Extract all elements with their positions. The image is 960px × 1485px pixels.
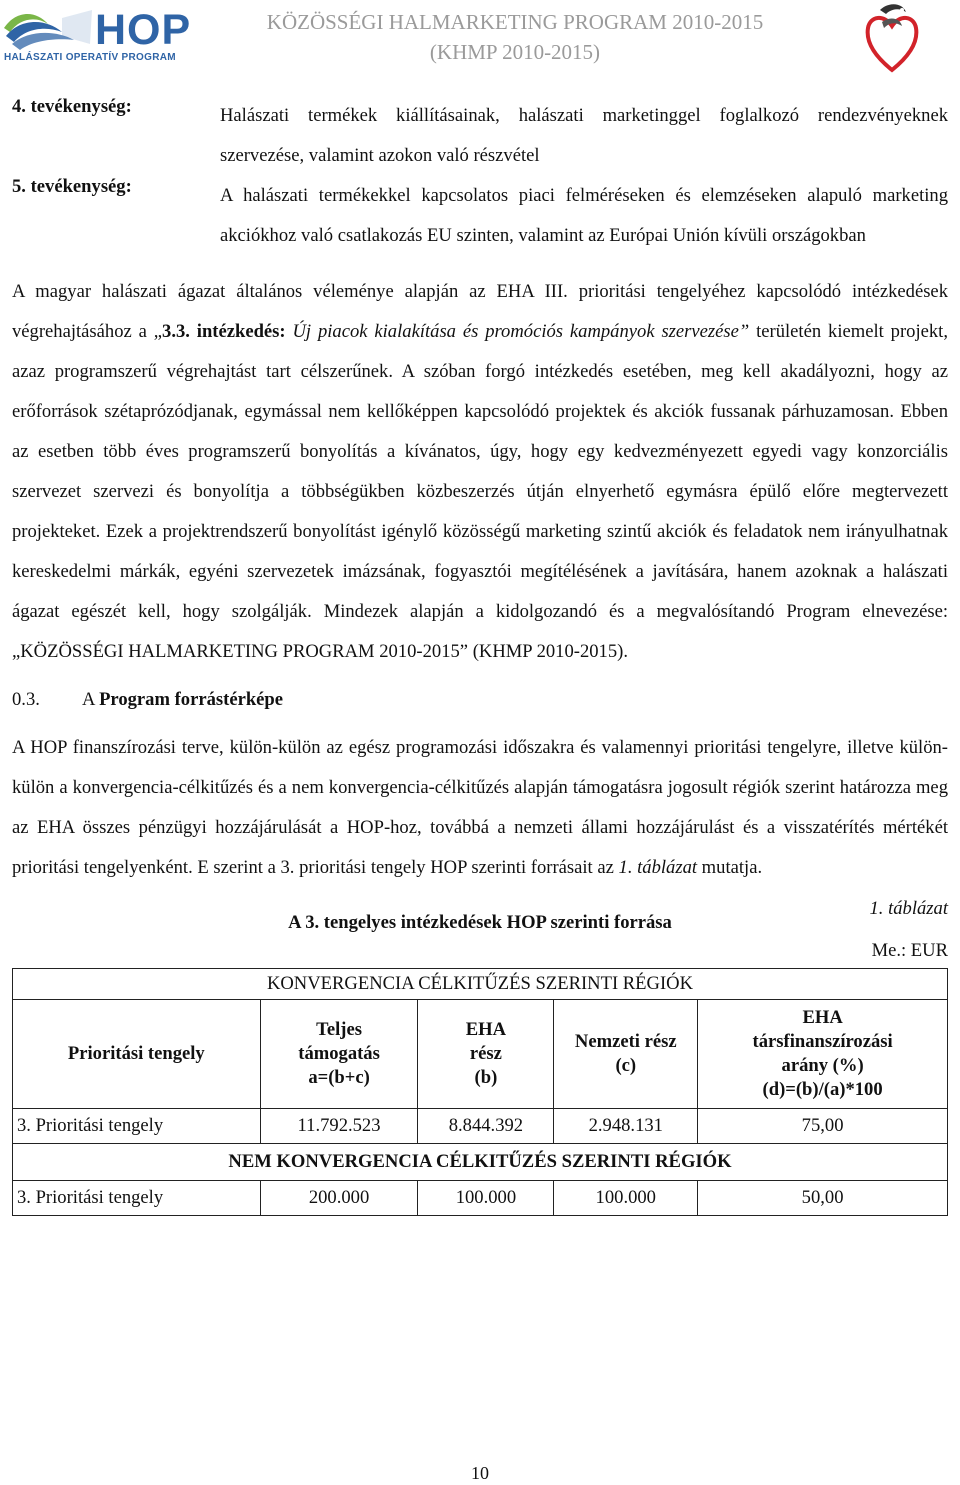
intro-paragraph <box>12 272 948 672</box>
section-title: Program forrástérképe <box>99 689 284 710</box>
activity-text: Halászati termékek kiállításainak, halászati marketinggel foglalkozó rendezvényeknek szervezése, valamint azokon való részvétel <box>220 105 948 166</box>
table-header-row <box>13 1000 948 1109</box>
band-non-convergence: NEM KONVERGENCIA CÉLKITŰZÉS SZERINTI RÉGIÓK <box>13 1144 948 1181</box>
funding-table <box>12 968 948 1216</box>
funding-text: A HOP finanszírozási terve, külön-külön az egész programozási időszakra és valamennyi prioritási tengelyre, illetve külön-külön a konvergencia-célkitűzés és a nem konvergencia-célkitűzés alapján támogatásra jogosult régiók szerint határozza meg az EHA összes pénzügyi hozzájárulását a HOP-hoz, továbbá a nemzeti állami hozzájárulást és a visszatérítés mértékét prioritási tengelyenként. E szerint a 3. prioritási tengely HOP szerinti forrásait az <box>12 737 948 878</box>
activity-4 <box>12 96 948 176</box>
program-title: KÖZÖSSÉGI HALMARKETING PROGRAM 2010-2015 <box>266 10 764 34</box>
intro-text: A magyar halászati ágazat általános véleménye alapján az EHA III. prioritási tengelyéhez kapcsolódó intézkedések végrehajtásához a „ <box>12 281 948 342</box>
table-row: 3. Prioritási tengely 11.792.523 8.844.392 2.948.131 75,00 <box>13 1109 948 1144</box>
activity-label: 4. tevékenység: <box>12 96 132 117</box>
page-content <box>12 96 948 1216</box>
activity-label: 5. tevékenység: <box>12 176 132 197</box>
page-header <box>0 0 960 80</box>
hop-logo-subtitle: HALÁSZATI OPERATÍV PROGRAM <box>4 52 176 63</box>
section-number: 0.3. <box>12 689 40 710</box>
table-title: A 3. tengelyes intézkedések HOP szerinti forrása <box>288 912 672 933</box>
fish-heart-logo-icon <box>862 0 922 74</box>
hop-logo <box>2 6 192 68</box>
table-number: 1. táblázat <box>869 898 948 919</box>
header-eha-part: EHA rész (b) <box>418 1000 554 1109</box>
fish-wave-icon <box>2 6 94 52</box>
page-number: 10 <box>471 1463 489 1483</box>
section-heading <box>12 680 948 720</box>
measure-reference: 3.3. intézkedés: <box>162 321 286 342</box>
header-priority-axis: Prioritási tengely <box>13 1000 261 1109</box>
table-unit: Me.: EUR <box>871 940 948 961</box>
activity-text: A halászati termékekkel kapcsolatos piaci felméréseken és elemzéseken alapuló marketing akciókhoz való csatlakozás EU szinten, valamint az Európai Unión kívüli országokban <box>220 185 948 246</box>
funding-paragraph <box>12 728 948 888</box>
measure-title: Új piacok kialakítása és promóciós kampányok szervezése” <box>292 321 750 342</box>
hop-logo-letters: HOP <box>95 6 192 54</box>
table-row: 3. Prioritási tengely 200.000 100.000 100.000 50,00 <box>13 1181 948 1216</box>
header-total-support: Teljes támogatás a=(b+c) <box>260 1000 418 1109</box>
header-national-part: Nemzeti rész (c) <box>554 1000 698 1109</box>
table-reference: 1. táblázat <box>618 857 698 878</box>
header-cofinancing-ratio: EHA társfinanszírozási arány (%) (d)=(b)/(a)*100 <box>698 1000 948 1109</box>
paragraph-body: területén kiemelt projekt, azaz programszerű végrehajtást tart célszerűnek. A szóban forgó intézkedés esetében, meg kell akadályozni, hogy az erőforrások szétaprózódjanak, egymással nem kellőképpen kapcsolódó projektek és akciók fussanak párhuzamosan. Ebben az esetben több éves programszerű bonyolítás a kívánatos, úgy, hogy egy kedvezményezett egyedi vagy konzorciális szervezet szervezi és bonyolítja a többségükben közbeszerzés útján elnyerhető egymásra épülő előre megtervezett projekteket. Ezek a projektrendszerű bonyolítást igénylő közösségű marketing szintű akciók és feladatok nem irányulhatnak kereskedelmi márkák, egyéni szervezetek imázsának, fogyasztói megítélésének a javítására, hanem azoknak a halászati ágazat egészét kell, hogy szolgálják. Mindezek alapján a kidolgozandó és a megvalósítandó Program elnevezése: „KÖZÖSSÉGI HALMARKETING PROGRAM 2010-2015” (KHMP 2010-2015). <box>12 321 948 662</box>
section-title-prefix: A <box>82 689 100 710</box>
band-convergence: KONVERGENCIA CÉLKITŰZÉS SZERINTI RÉGIÓK <box>13 969 948 1000</box>
program-subtitle: (KHMP 2010-2015) <box>429 40 601 64</box>
funding-text-end: mutatja. <box>697 857 763 878</box>
activity-5 <box>12 176 948 256</box>
